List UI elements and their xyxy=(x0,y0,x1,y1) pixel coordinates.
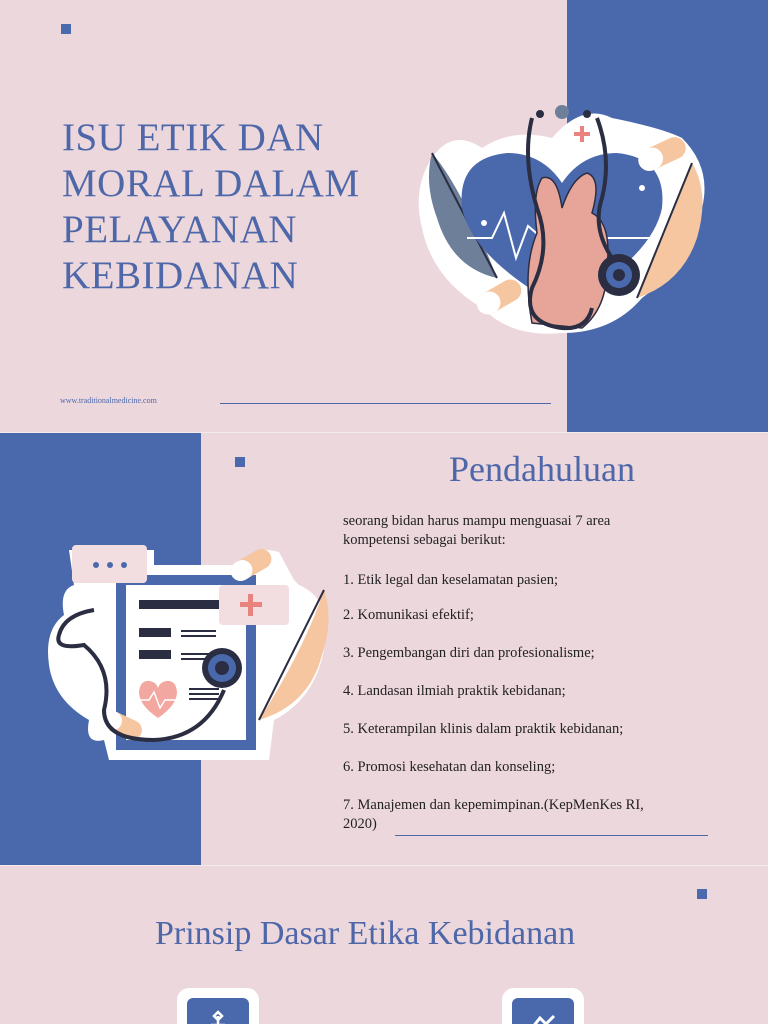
principle-icon-card xyxy=(177,988,259,1024)
intro-paragraph: seorang bidan harus mampu menguasai 7 area kompetensi sebagai berikut: xyxy=(343,513,611,548)
slide-title-text: ISU ETIK DAN MORAL DALAM PELAYANAN KEBIDANAN xyxy=(62,116,360,297)
slide-introduction xyxy=(0,433,768,865)
list-item: 3. Pengembangan diri dan profesionalisme; xyxy=(343,645,595,661)
slide-principles xyxy=(0,866,768,1024)
hand-stethoscope-heart-illustration xyxy=(412,98,717,343)
list-item: 2020) xyxy=(343,816,377,832)
decor-square xyxy=(697,889,707,899)
list-item: 2. Komunikasi efektif; xyxy=(343,607,474,623)
website-url[interactable]: www.traditionalmedicine.com xyxy=(60,396,157,405)
principle-icon xyxy=(512,998,574,1024)
slide-title xyxy=(0,0,768,432)
principle-icon-card xyxy=(502,988,584,1024)
list-item: 5. Keterampilan klinis dalam praktik kebidanan; xyxy=(343,721,624,737)
list-item: 6. Promosi kesehatan dan konseling; xyxy=(343,759,556,775)
divider-line xyxy=(220,403,551,404)
principle-icon xyxy=(187,998,249,1024)
list-item: 7. Manajemen dan kepemimpinan.(KepMenKes RI, xyxy=(343,797,644,813)
section-heading: Pendahuluan xyxy=(449,449,635,489)
list-item: 4. Landasan ilmiah praktik kebidanan; xyxy=(343,683,566,699)
list-item: 1. Etik legal dan keselamatan pasien; xyxy=(343,572,559,588)
divider-line xyxy=(395,835,708,836)
decor-square xyxy=(235,457,245,467)
decor-square xyxy=(61,24,71,34)
medical-clipboard-illustration xyxy=(44,540,334,765)
section-heading: Prinsip Dasar Etika Kebidanan xyxy=(155,915,576,952)
